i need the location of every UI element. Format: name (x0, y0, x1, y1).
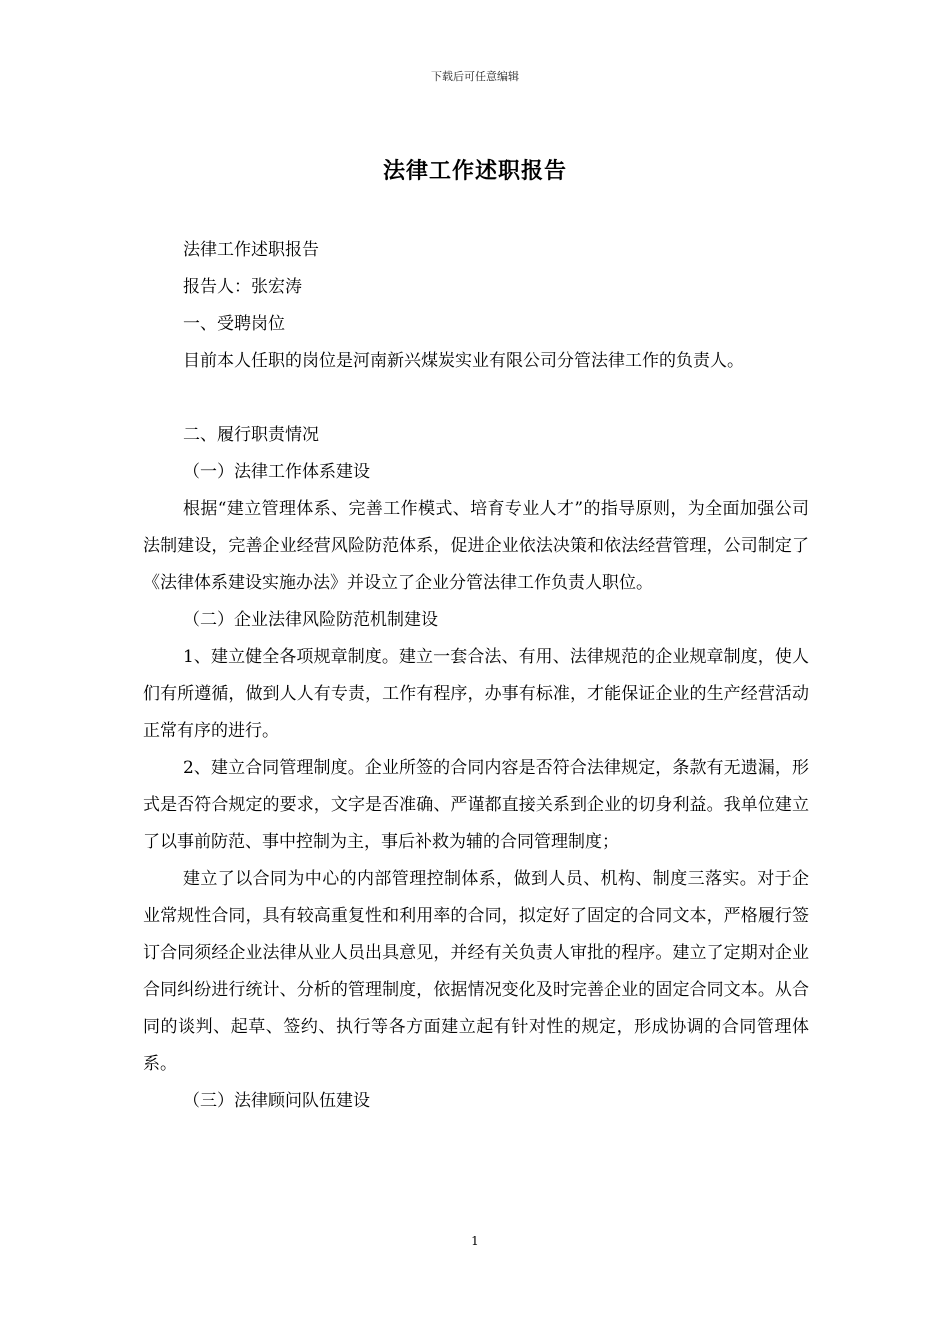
document-body (143, 232, 809, 1120)
paragraph: 根据“建立管理体系、完善工作模式、培育专业人才”的指导原则，为全面加强公司法制建设，完善企业经营风险防范体系，促进企业依法决策和依法经营管理，公司制定了《法律体系建设实施办法》并设立了企业分管法律工作负责人职位。 (143, 499, 809, 593)
reporter-line: 报告人：张宏涛 (183, 277, 302, 297)
blank-line (143, 380, 809, 417)
header-note: 下载后可任意编辑 (431, 70, 519, 83)
page-title: 法律工作述职报告 (382, 159, 567, 184)
subsection-heading: （三）法律顾问队伍建设 (183, 1091, 370, 1111)
section-heading-2: 二、履行职责情况 (183, 425, 319, 445)
subsection-heading: （一）法律工作体系建设 (183, 462, 370, 482)
paragraph: 2、建立合同管理制度。企业所签的合同内容是否符合法律规定，条款有无遗漏，形式是否符合规定的要求，文字是否准确、严谨都直接关系到企业的切身利益。我单位建立了以事前防范、事中控制为主，事后补救为辅的合同管理制度； (143, 758, 809, 852)
paragraph: 目前本人任职的岗位是河南新兴煤炭实业有限公司分管法律工作的负责人。 (183, 351, 744, 371)
subsection-heading: （二）企业法律风险防范机制建设 (183, 610, 438, 630)
paragraph: 建立了以合同为中心的内部管理控制体系，做到人员、机构、制度三落实。对于企业常规性合同，具有较高重复性和利用率的合同，拟定好了固定的合同文本，严格履行签订合同须经企业法律从业人员出具意见，并经有关负责人审批的程序。建立了定期对企业合同纠纷进行统计、分析的管理制度，依据情况变化及时完善企业的固定合同文本。从合同的谈判、起草、签约、执行等各方面建立起有针对性的规定，形成协调的合同管理体系。 (143, 869, 809, 1074)
paragraph: 1、建立健全各项规章制度。建立一套合法、有用、法律规范的企业规章制度，使人们有所遵循，做到人人有专责，工作有程序，办事有标准，才能保证企业的生产经营活动正常有序的进行。 (143, 647, 809, 741)
page-number: 1 (471, 1234, 479, 1248)
subtitle-line: 法律工作述职报告 (183, 240, 319, 260)
section-heading-1: 一、受聘岗位 (183, 314, 285, 334)
